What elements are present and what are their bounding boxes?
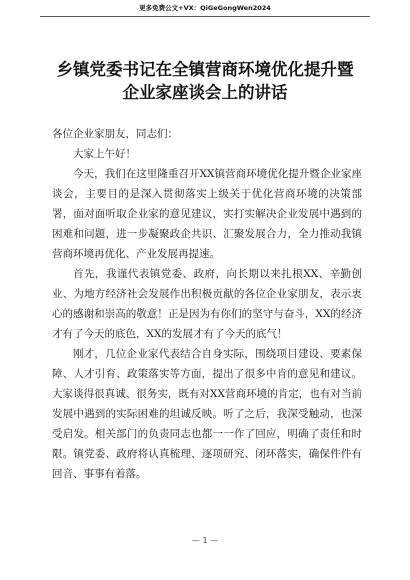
page-number: — 1 — [191, 536, 219, 545]
title-line-1: 乡镇党委书记在全镇营商环境优化提升暨 [56, 60, 354, 79]
paragraph-1: 今天，我们在这里隆重召开XX镇营商环境优化提升暨企业家座谈会，主要目的是深入贯彻落实上级关于优化营商环境的决策部署，面对面听取企业家的意见建议，实打实解决企业发展中遇到的困难和问题，进一步凝聚政企共识、汇聚发展合力，全力推动我镇营商环境再优化、产业发展再提速。 [52, 168, 362, 260]
salutation: 各位企业家朋友，同志们： [52, 128, 178, 140]
header-text: 更多免费公文+VX：QiGeGongWen2024 [139, 4, 271, 12]
document-body [52, 124, 362, 484]
page-header [0, 0, 410, 17]
document-title [30, 58, 380, 104]
paragraph-2: 首先，我谨代表镇党委、政府，向长期以来扎根XX、辛勤创业、为地方经济社会发展作出积极贡献的各位企业家朋友，表示衷心的感谢和崇高的敬意！正是因为有你们的坚守与奋斗，XX的经济才有了今天的底色，XX的发展才有了今天的底气！ [52, 268, 362, 340]
greeting: 大家上午好！ [73, 148, 136, 160]
paragraph-3: 刚才，几位企业家代表结合自身实际，围绕项目建设、要素保障、人才引育、政策落实等方面，提出了很多中肯的意见和建议。大家谈得很真诚、很务实，既有对XX营商环境的肯定，也有对当前发展中遇到的实际困难的坦诚反映。听了之后，我深受触动，也深受启发。相关部门的负责同志也都一一作了回应，明确了责任和时限。镇党委、政府将认真梳理、逐项研究、闭环落实，确保件件有回音、事事有着落。 [52, 348, 362, 480]
header-divider [40, 16, 370, 17]
title-line-2: 企业家座谈会上的讲话 [122, 83, 288, 102]
